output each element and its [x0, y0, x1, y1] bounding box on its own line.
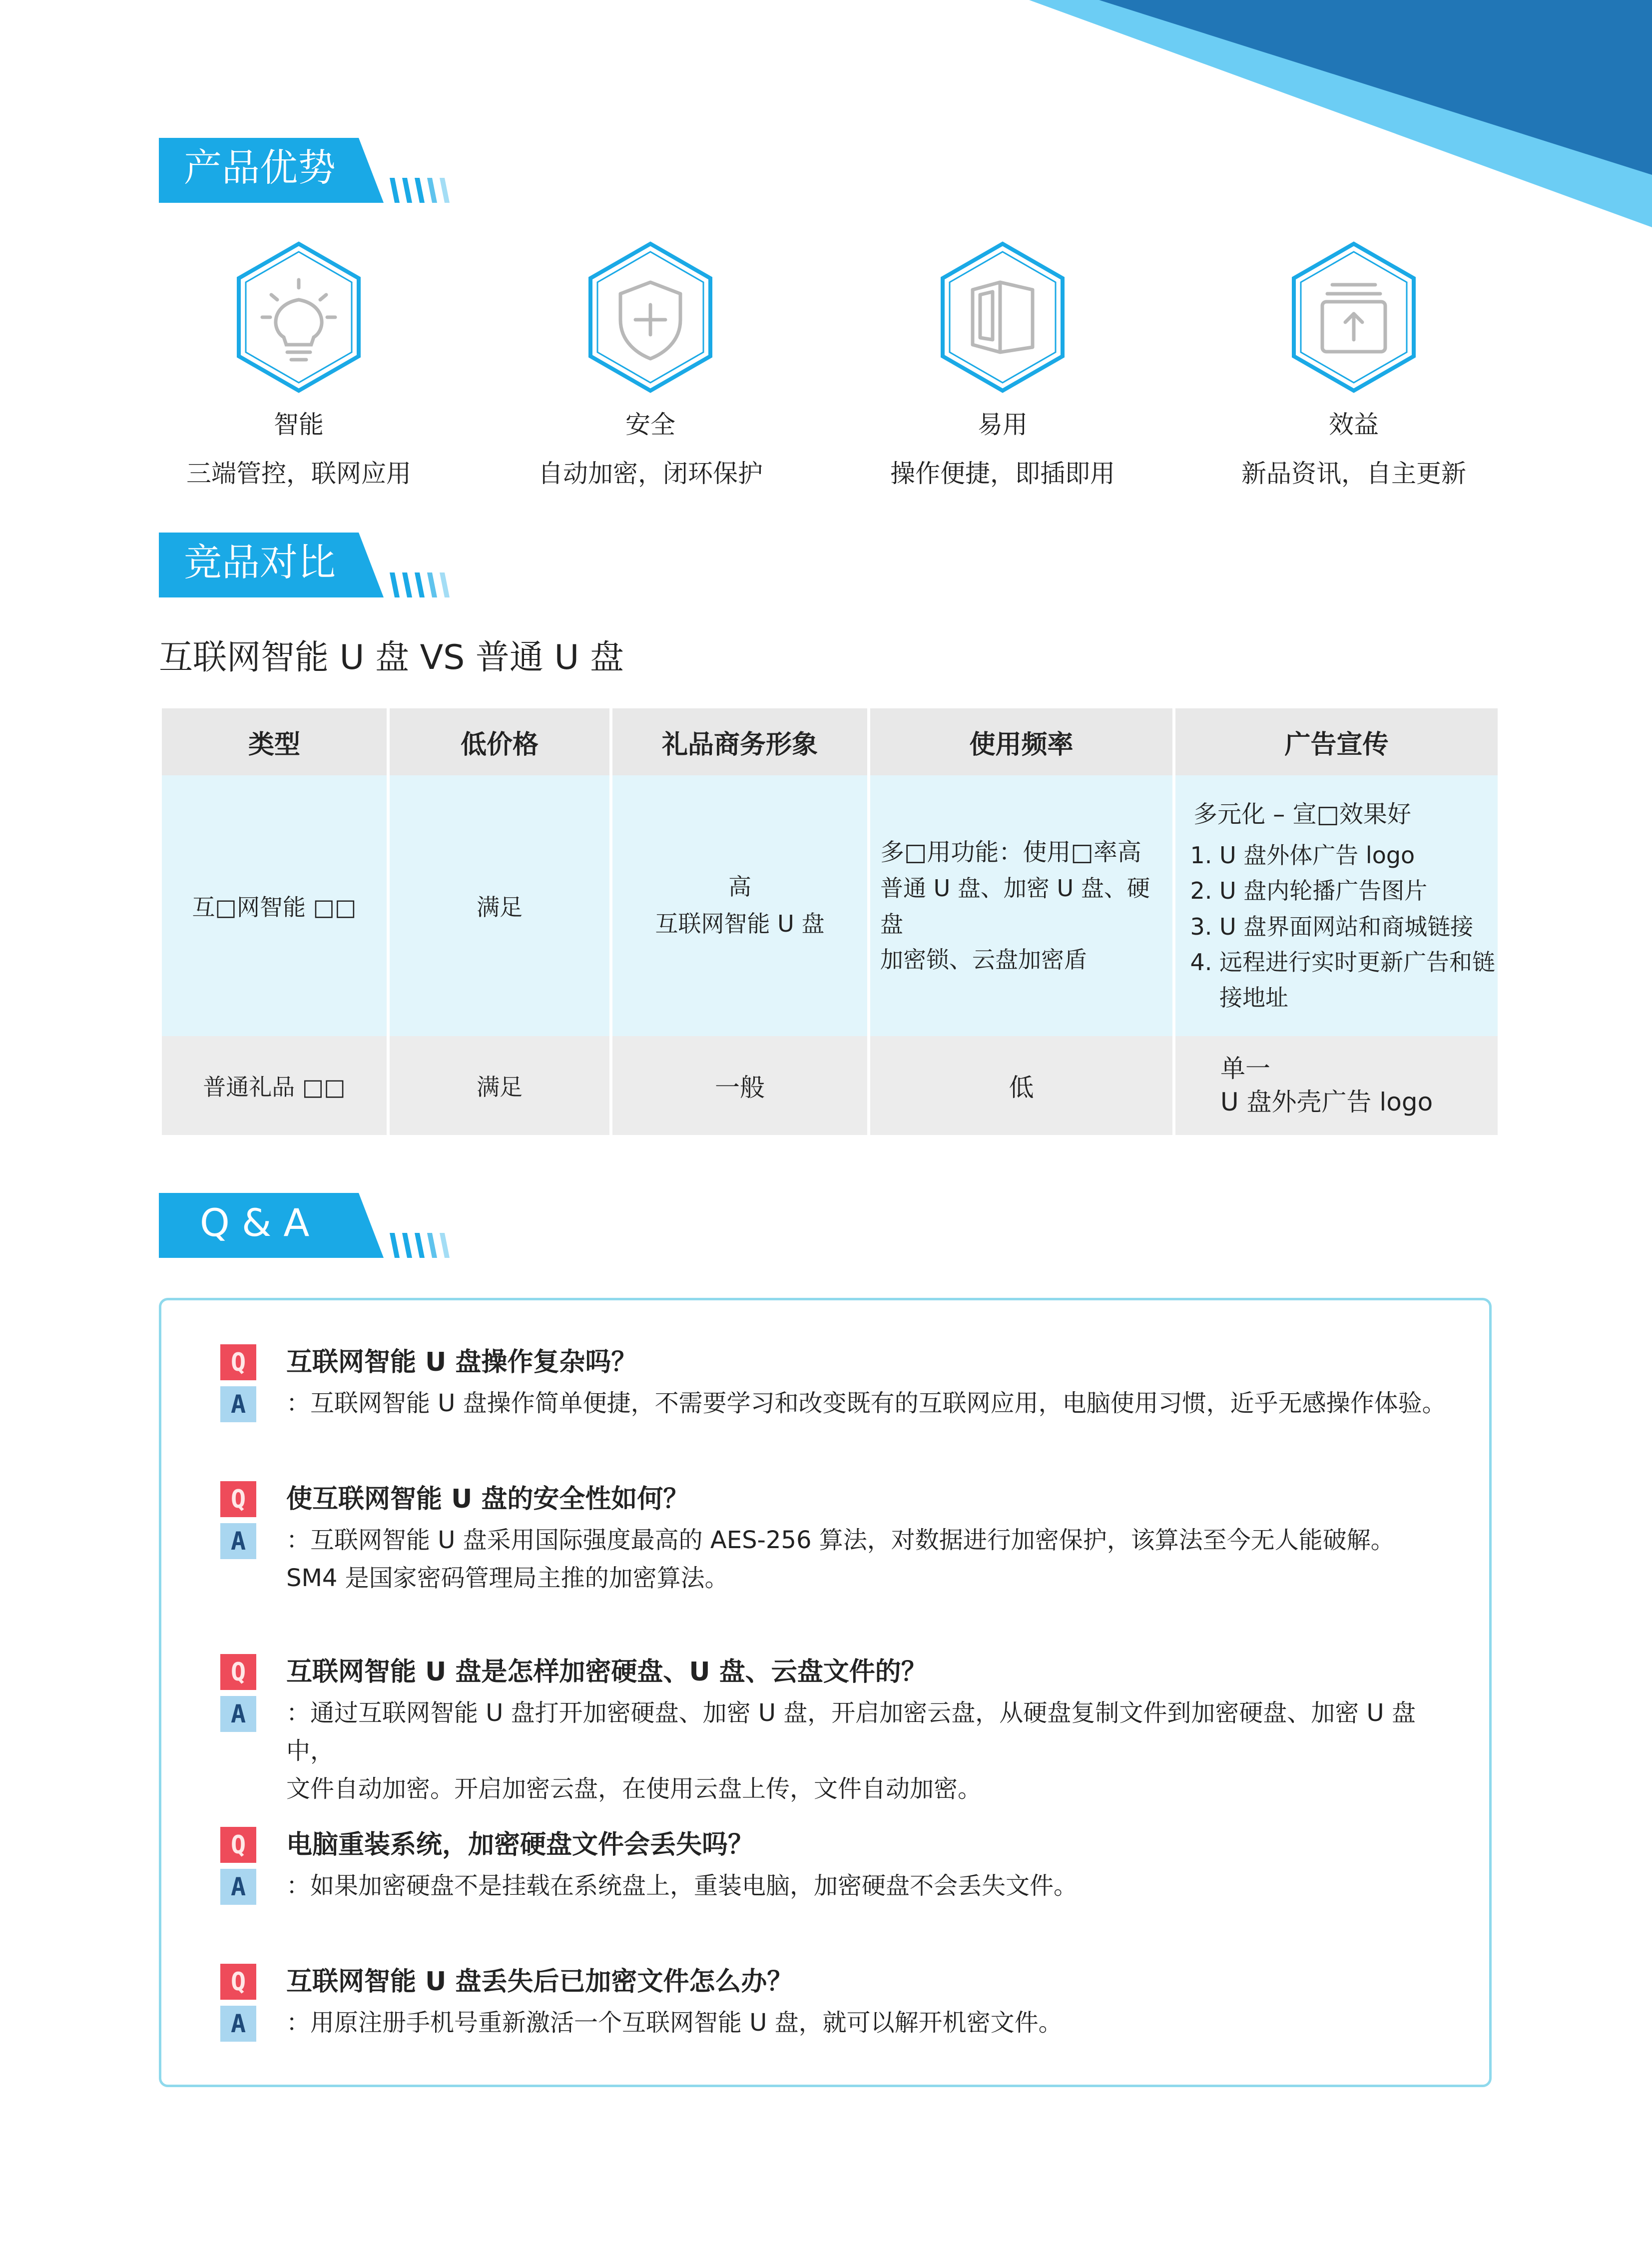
feature-easy	[853, 240, 1152, 490]
answer-badge: A	[220, 1696, 256, 1732]
answer-text: ：通过互联网智能 U 盘打开加密硬盘、加密 U 盘，开启加密云盘，从硬盘复制文件到加密硬盘、加密 U 盘中，	[286, 1699, 1416, 1765]
feature-subtitle: 操作便捷，即插即用	[890, 459, 1115, 488]
answer-badge: A	[220, 1523, 256, 1559]
answer-text: ：用原注册手机号重新激活一个互联网智能 U 盘，就可以解开机密文件。	[286, 2009, 1063, 2037]
answer-badge: A	[220, 1869, 256, 1905]
feature-title: 安全	[625, 410, 675, 439]
question-badge: Q	[220, 1344, 256, 1380]
comparison-subtitle: 互联网智能 U 盘 VS 普通 U 盘	[159, 638, 624, 677]
section-title-comparison: 竞品对比	[184, 540, 336, 584]
cell-line: 多元化 – 宣□效果好	[1193, 800, 1411, 828]
cell-line: 普通 U 盘、加密 U 盘、硬盘	[880, 875, 1150, 938]
answer-badge: A	[220, 2006, 256, 2042]
book-icon	[935, 240, 1070, 395]
answer-text: ：互联网智能 U 盘操作简单便捷，不需要学习和改变既有的互联网应用，电脑使用习惯，近乎无感操作体验。	[286, 1389, 1446, 1417]
table-header: 低价格	[390, 708, 609, 775]
table-header: 类型	[162, 708, 387, 775]
cell-line: 高	[728, 873, 751, 901]
cell-line: U 盘外壳广告 logo	[1220, 1088, 1433, 1117]
table-cell	[870, 775, 1172, 1036]
table-header: 广告宣传	[1175, 708, 1498, 775]
feature-safe	[501, 240, 800, 490]
qa-item	[220, 1480, 1459, 1597]
cell-line: 互联网智能 U 盘	[655, 910, 825, 937]
feature-subtitle: 三端管控，联网应用	[186, 459, 411, 488]
list-item: 2. U 盘内轮播广告图片	[1219, 873, 1497, 909]
question-badge: Q	[220, 1481, 256, 1517]
table-cell: 一般	[612, 1036, 867, 1135]
table-header-row	[162, 708, 1498, 775]
qa-panel	[159, 1298, 1492, 2087]
feature-title: 智能	[274, 410, 324, 439]
section-title-qa: Q & A	[200, 1200, 310, 1245]
list-item: 3. U 盘界面网站和商城链接	[1219, 909, 1497, 945]
question-text: 互联网智能 U 盘操作复杂吗？	[286, 1347, 637, 1377]
qa-item	[220, 1963, 1459, 2042]
table-cell	[1175, 775, 1498, 1036]
question-badge: Q	[220, 1654, 256, 1690]
table-cell	[612, 775, 867, 1036]
question-badge: Q	[220, 1964, 256, 2000]
answer-text-continued: SM4 是国家密码管理局主推的加密算法。	[286, 1564, 729, 1592]
feature-title: 易用	[978, 410, 1028, 439]
table-cell: 普通礼品 □□	[162, 1036, 387, 1135]
table-header: 使用频率	[870, 708, 1172, 775]
feature-subtitle: 新品资讯，自主更新	[1241, 459, 1466, 488]
list-item: 1. U 盘外体广告 logo	[1219, 838, 1497, 873]
feature-smart	[149, 240, 449, 490]
qa-item	[220, 1653, 1459, 1808]
section-title-advantages: 产品优势	[184, 145, 336, 190]
table-cell: 低	[870, 1036, 1172, 1135]
answer-text: ：如果加密硬盘不是挂载在系统盘上，重装电脑，加密硬盘不会丢失文件。	[286, 1872, 1078, 1900]
table-header: 礼品商务形象	[612, 708, 867, 775]
feature-title: 效益	[1329, 410, 1379, 439]
table-cell: 满足	[390, 1036, 609, 1135]
table-cell	[1175, 1036, 1498, 1135]
feature-benefit	[1204, 240, 1504, 490]
cell-line: 单一	[1220, 1054, 1270, 1083]
question-text: 互联网智能 U 盘是怎样加密硬盘、U 盘、云盘文件的？	[286, 1657, 927, 1687]
cell-line: 加密锁、云盘加密盾	[880, 946, 1087, 973]
answer-text: ：互联网智能 U 盘采用国际强度最高的 AES-256 算法，对数据进行加密保护，该算法至今无人能破解。	[286, 1526, 1395, 1554]
answer-text-continued: 文件自动加密。开启加密云盘，在使用云盘上传，文件自动加密。	[286, 1775, 982, 1803]
shield-plus-icon	[583, 240, 718, 395]
upload-box-icon	[1286, 240, 1421, 395]
qa-item	[220, 1343, 1459, 1422]
table-row	[162, 1036, 1498, 1135]
qa-item	[220, 1826, 1459, 1905]
question-text: 电脑重装系统，加密硬盘文件会丢失吗？	[286, 1830, 754, 1860]
question-badge: Q	[220, 1827, 256, 1863]
ad-list	[1193, 838, 1497, 1016]
lightbulb-icon	[231, 240, 366, 395]
table-cell: 互□网智能 □□	[162, 775, 387, 1036]
comparison-table	[159, 708, 1501, 1135]
feature-subtitle: 自动加密，闭环保护	[538, 459, 763, 488]
question-text: 互联网智能 U 盘丢失后已加密文件怎么办？	[286, 1967, 793, 1997]
table-row	[162, 775, 1498, 1036]
answer-badge: A	[220, 1386, 256, 1422]
cell-line: 多□用功能：使用□率高	[880, 838, 1141, 866]
question-text: 使互联网智能 U 盘的安全性如何？	[286, 1484, 689, 1514]
list-item: 4. 远程进行实时更新广告和链接地址	[1219, 945, 1497, 1016]
table-cell: 满足	[390, 775, 609, 1036]
